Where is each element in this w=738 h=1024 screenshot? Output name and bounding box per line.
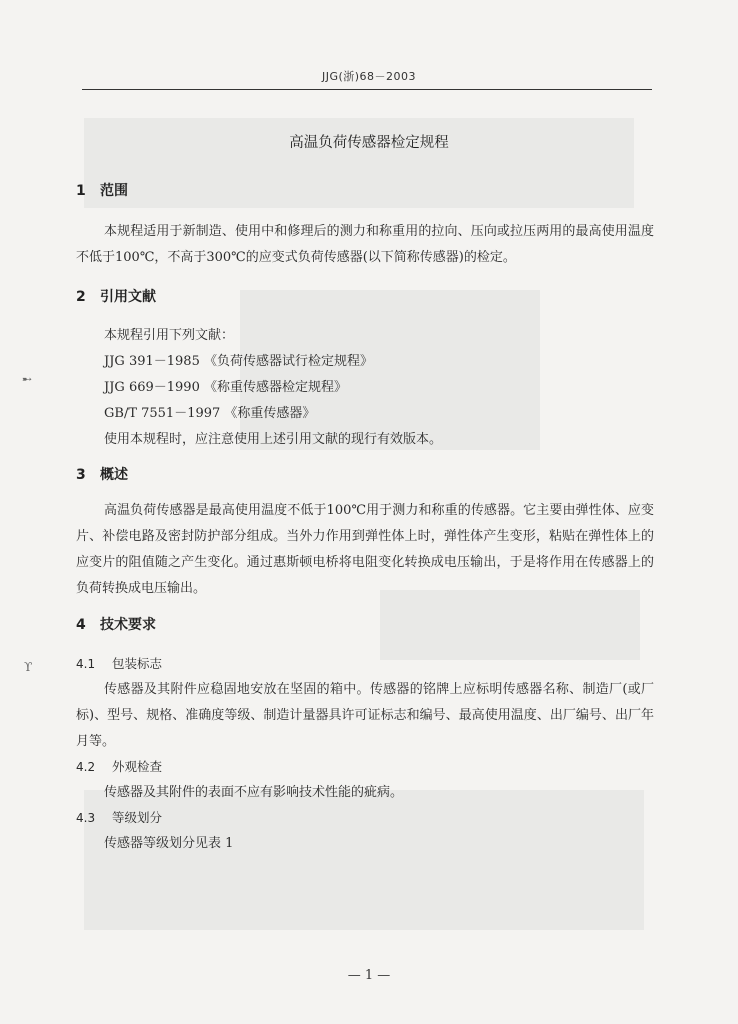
subsection-heading-4-2 — [76, 757, 162, 775]
header-rule — [82, 89, 652, 90]
section-heading-2 — [76, 286, 156, 306]
subsection-number: 4.3 — [76, 811, 96, 825]
section-title: 范围 — [100, 183, 128, 199]
subsection-title: 等级划分 — [112, 810, 163, 825]
section-heading-4 — [76, 614, 156, 634]
subsection-heading-4-1 — [76, 654, 162, 672]
scope-paragraph: 本规程适用于新制造、使用中和修理后的测力和称重用的拉向、压向或拉压两用的最高使用温度不低于100℃，不高于300℃的应变式负荷传感器(以下简称传感器)的检定。 — [76, 224, 654, 265]
bleed-through-bottom — [84, 790, 644, 930]
reference-item: GB/T 7551－1997 《称重传感器》 — [104, 406, 316, 421]
references-note: 使用本规程时，应注意使用上述引用文献的现行有效版本。 — [104, 432, 443, 447]
section-number: 2 — [76, 289, 86, 305]
grade-paragraph: 传感器等级划分见表 1 — [104, 836, 234, 851]
document-code: JJG(浙)68－2003 — [321, 70, 417, 83]
references-intro: 本规程引用下列文献： — [104, 328, 235, 343]
subsection-heading-4-3 — [76, 808, 162, 826]
section-heading-1 — [76, 180, 128, 200]
document-title: 高温负荷传感器检定规程 — [289, 135, 449, 151]
subsection-title: 外观检查 — [112, 759, 163, 774]
reference-item: JJG 669－1990 《称重传感器检定规程》 — [104, 380, 347, 395]
section-title: 引用文献 — [100, 289, 156, 305]
appearance-paragraph: 传感器及其附件的表面不应有影响技术性能的疵病。 — [104, 785, 404, 800]
reference-item: JJG 391－1985 《负荷传感器试行检定规程》 — [104, 354, 373, 369]
section-heading-3 — [76, 464, 128, 484]
section-title: 技术要求 — [100, 617, 156, 633]
section-title: 概述 — [100, 467, 128, 483]
scan-mark-top: ➸ — [22, 372, 33, 386]
overview-paragraph: 高温负荷传感器是最高使用温度不低于100℃用于测力和称重的传感器。它主要由弹性体、应变片、补偿电路及密封防护部分组成。当外力作用到弹性体上时，弹性体产生变形，粘贴在弹性体上的应变片的阻值随之产生变化。通过惠斯顿电桥将电阻变化转换成电压输出，于是将作用在传感器上的负荷转换成电压输出。 — [76, 503, 654, 596]
bleed-through-block — [240, 290, 540, 450]
packaging-paragraph: 传感器及其附件应稳固地安放在坚固的箱中。传感器的铭牌上应标明传感器名称、制造厂(或厂标)、型号、规格、准确度等级、制造计量器具许可证标志和编号、最高使用温度、出厂编号、出厂年月等。 — [76, 682, 654, 749]
section-number: 1 — [76, 183, 86, 199]
section-number: 4 — [76, 617, 86, 633]
subsection-title: 包装标志 — [112, 656, 163, 671]
subsection-number: 4.1 — [76, 657, 96, 671]
subsection-number: 4.2 — [76, 760, 96, 774]
section-number: 3 — [76, 467, 86, 483]
scan-mark-bottom: ϒ — [24, 660, 33, 674]
page-number: — 1 — — [347, 968, 391, 983]
